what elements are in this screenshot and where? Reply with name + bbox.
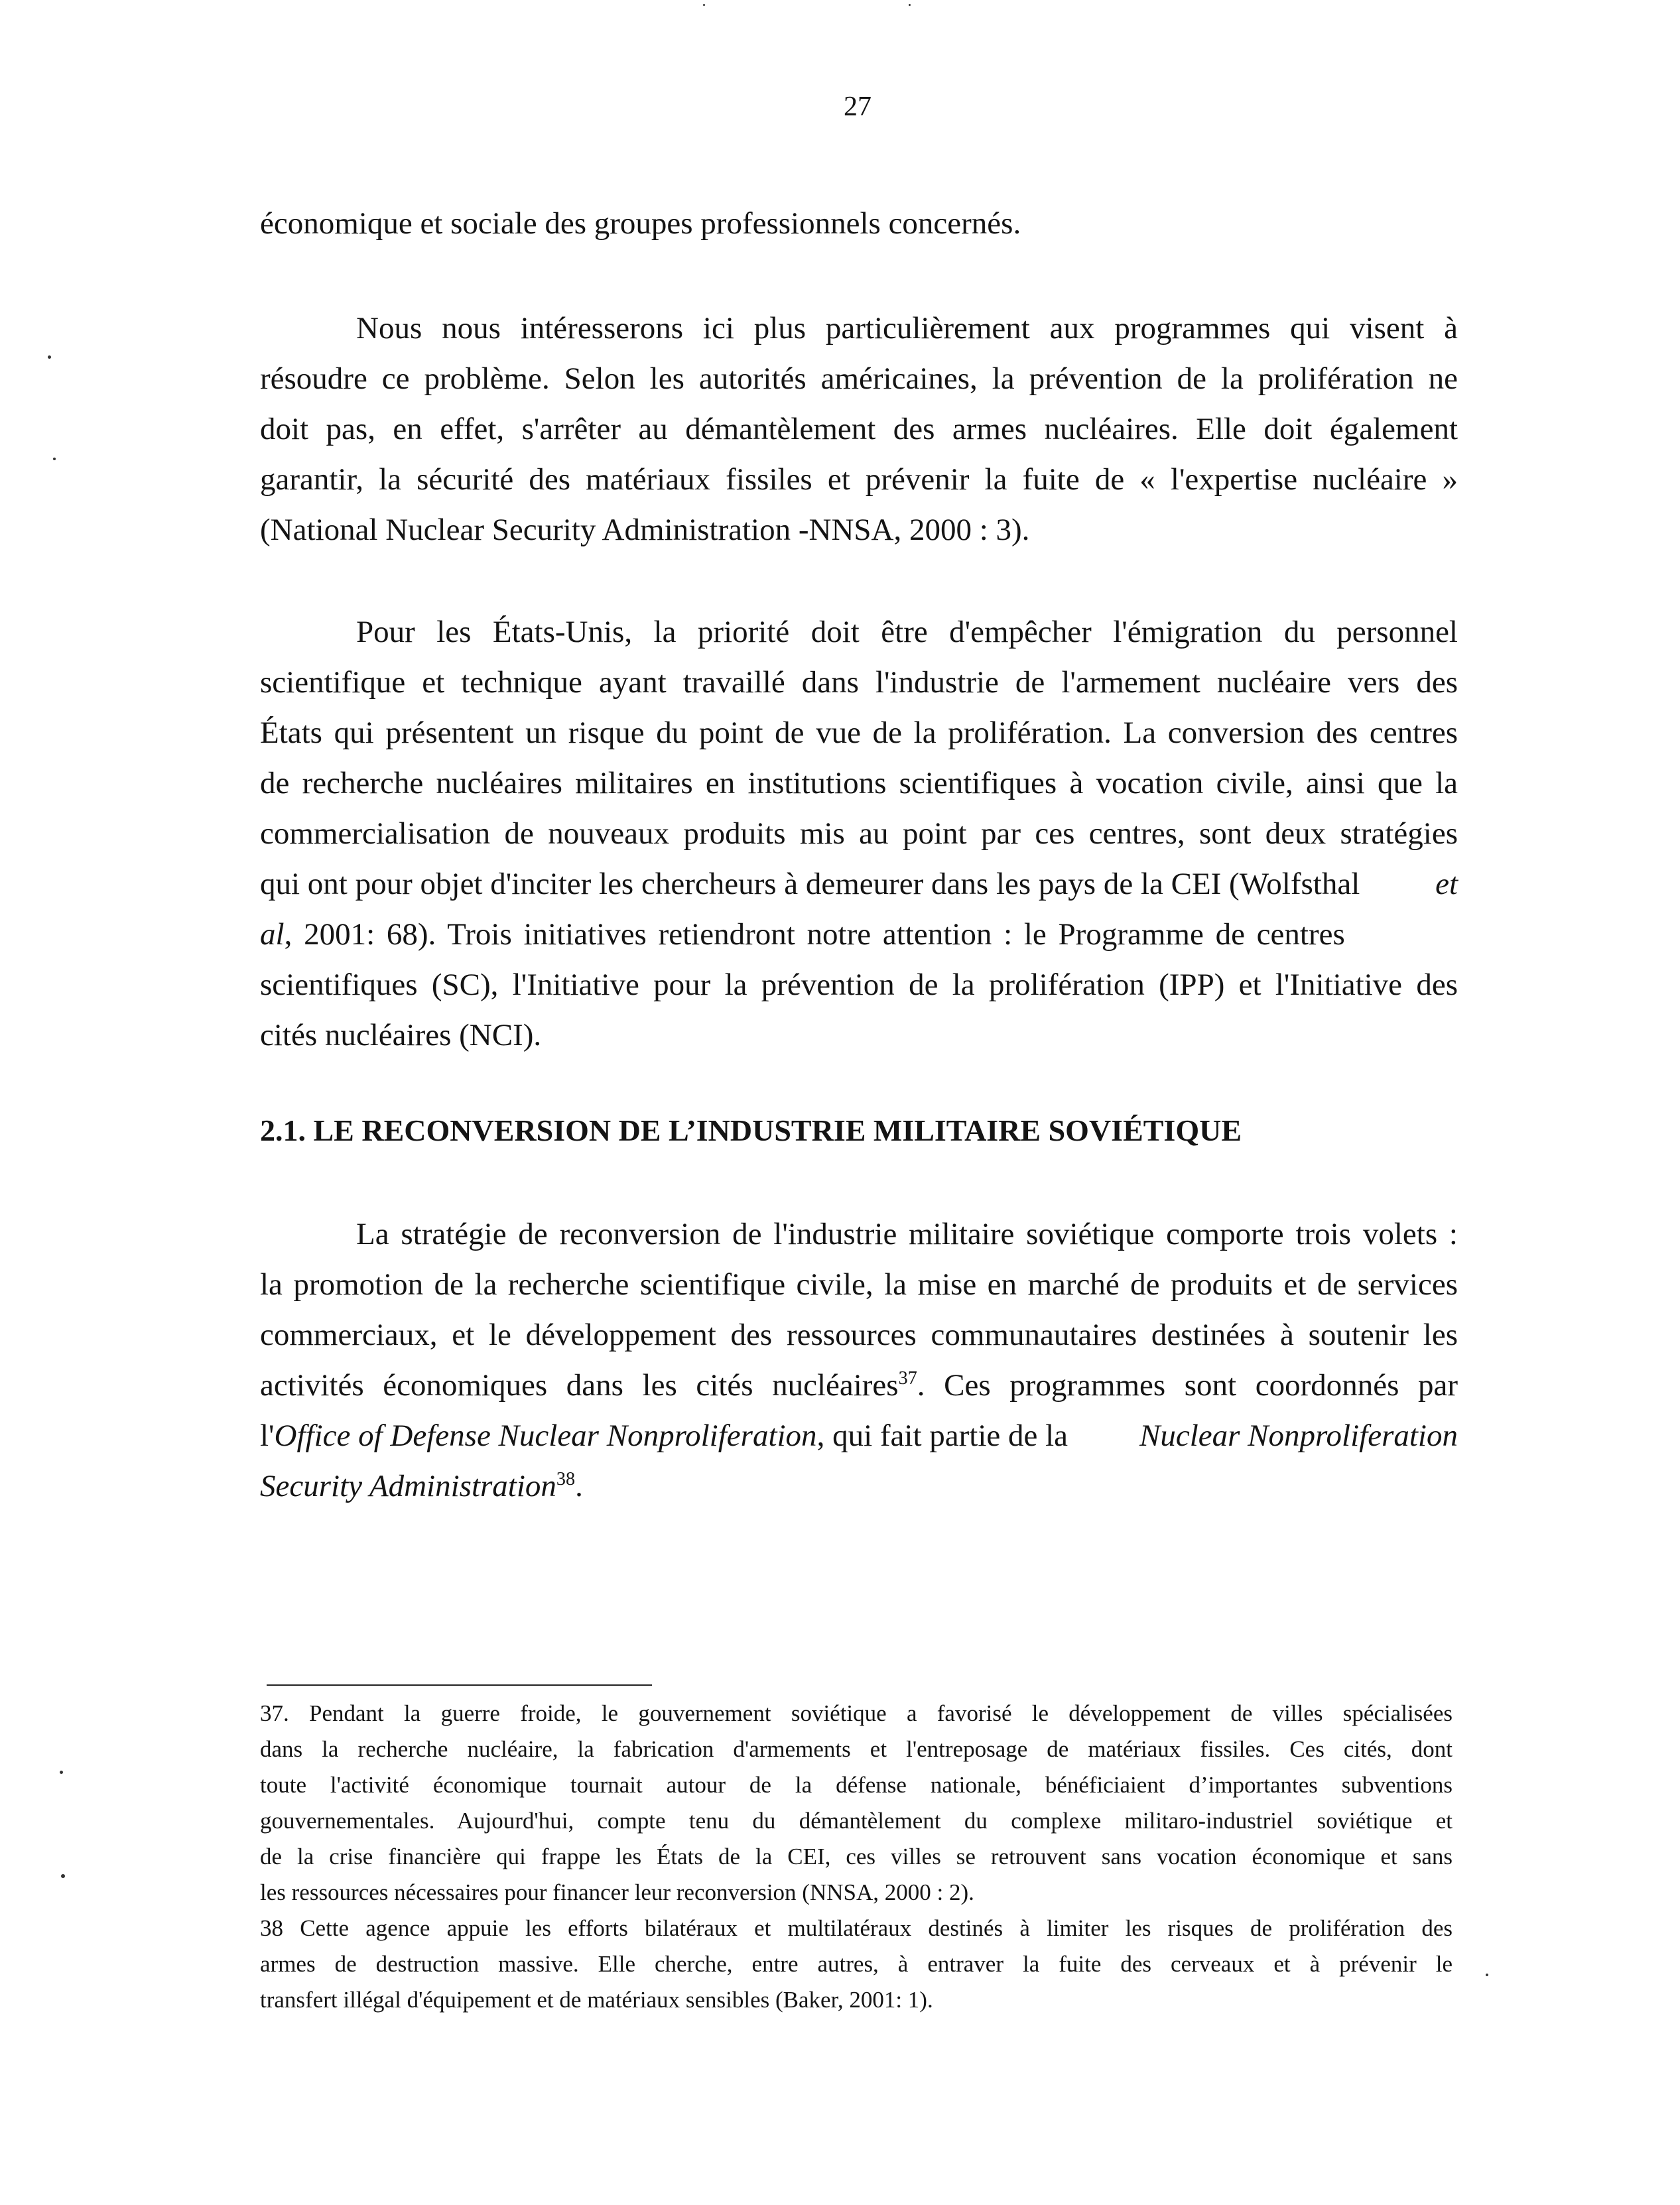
paragraph-line: commercialisation de nouveaux produits mis au point par ces centres, sont deux stratégies	[260, 816, 1458, 851]
footnote-line: dans la recherche nucléaire, la fabrication d'armements et l'entreposage de matériaux fissiles. Ces cités, dont	[260, 1736, 1453, 1762]
footnote-line: de la crise financière qui frappe les États de la CEI, ces villes se retrouvent sans vocation économique et sans	[260, 1844, 1453, 1869]
footnote-separator	[267, 1684, 652, 1686]
footnote-ref-37[interactable]: 37	[898, 1368, 917, 1389]
scan-speck	[703, 4, 705, 6]
scan-speck	[60, 1771, 63, 1774]
scan-speck	[53, 458, 56, 460]
footnote-line: transfert illégal d'équipement et de matériaux sensibles (Baker, 2001: 1).	[260, 1987, 933, 2013]
scan-speck	[61, 1874, 65, 1878]
paragraph-line: scientifique et technique ayant travaillé dans l'industrie de l'armement nucléaire vers des	[260, 665, 1458, 700]
paragraph-line-text: qui ont pour objet d'inciter les chercheurs à demeurer dans les pays de la CEI (Wolfsthal	[260, 867, 1360, 901]
paragraph-line-text: . Ces programmes sont coordonnés par	[917, 1368, 1458, 1403]
paragraph-line: scientifiques (SC), l'Initiative pour la prévention de la prolifération (IPP) et l'Initiative des	[260, 968, 1458, 1002]
paragraph-line: doit pas, en effet, s'arrêter au démantèlement des armes nucléaires. Elle doit également	[260, 412, 1458, 446]
paragraph-line-text: , qui fait partie de la	[816, 1418, 1068, 1453]
footnote-line: 38 Cette agence appuie les efforts bilatéraux et multilatéraux destinés à limiter les risques de prolifération des	[260, 1915, 1453, 1941]
paragraph-line: Nous nous intéresserons ici plus particulièrement aux programmes qui visent à	[356, 311, 1458, 346]
section-heading: 2.1. LE RECONVERSION DE L’INDUSTRIE MILITAIRE SOVIÉTIQUE	[260, 1113, 1242, 1147]
paragraph-line-text: .	[575, 1469, 583, 1503]
paragraph-line: résoudre ce problème. Selon les autorités américaines, la prévention de la prolifération ne	[260, 361, 1458, 396]
footnote-line: toute l'activité économique tournait autour de la défense nationale, bénéficiaient d’importantes subventions	[260, 1772, 1453, 1798]
paragraph-line: États qui présentent un risque du point de vue de la prolifération. La conversion des centres	[260, 716, 1458, 750]
paragraph-line: Pour les États-Unis, la priorité doit être d'empêcher l'émigration du personnel	[356, 615, 1458, 649]
paragraph-line: La stratégie de reconversion de l'industrie militaire soviétique comporte trois volets :	[356, 1217, 1458, 1251]
paragraph-line: de recherche nucléaires militaires en institutions scientifiques à vocation civile, ainsi que la	[260, 766, 1458, 800]
paragraph-line: cités nucléaires (NCI).	[260, 1018, 542, 1052]
italic-et: et	[1435, 867, 1458, 901]
paragraph-line: (National Nuclear Security Administration -NNSA, 2000 : 3).	[260, 513, 1030, 547]
paragraph-line	[260, 1420, 1458, 1452]
italic-al: al	[260, 917, 285, 952]
paragraph-line-text: activités économiques dans les cités nucléaires	[260, 1368, 899, 1403]
paragraph-line	[260, 869, 1458, 900]
paragraph-line: commerciaux, et le développement des ressources communautaires destinées à soutenir les	[260, 1318, 1458, 1352]
footnote-line: armes de destruction massive. Elle cherche, entre autres, à entraver la fuite des cerveaux et à prévenir le	[260, 1951, 1453, 1977]
paragraph-line	[260, 1471, 1458, 1502]
paragraph-line: garantir, la sécurité des matériaux fissiles et prévenir la fuite de « l'expertise nucléaire »	[260, 462, 1458, 497]
footnote-line: les ressources nécessaires pour financer leur reconversion (NNSA, 2000 : 2).	[260, 1879, 974, 1905]
footnote-ref-38[interactable]: 38	[556, 1469, 576, 1490]
paragraph-line-text: , 2001: 68). Trois initiatives retiendront notre attention : le Programme de centres	[284, 917, 1345, 952]
italic-office-name: Office of Defense Nuclear Nonproliferation	[274, 1418, 817, 1453]
italic-agency-name-cont: Security Administration	[260, 1469, 556, 1503]
footnote-line: gouvernementales. Aujourd'hui, compte tenu du démantèlement du complexe militaro-industriel soviétique et	[260, 1808, 1453, 1834]
scan-speck	[48, 355, 51, 359]
scan-speck	[909, 4, 911, 6]
page-number: 27	[844, 92, 872, 122]
paragraph-line	[260, 1370, 1458, 1401]
paragraph-line: la promotion de la recherche scientifique civile, la mise en marché de produits et de services	[260, 1267, 1458, 1302]
italic-agency-name: Nuclear Nonproliferation	[1139, 1418, 1458, 1453]
footnote-line: 37. Pendant la guerre froide, le gouvernement soviétique a favorisé le développement de villes spécialisées	[260, 1700, 1453, 1726]
paragraph-line-text: l'	[260, 1418, 275, 1453]
paragraph-line	[260, 919, 1458, 950]
scan-speck	[1486, 1974, 1488, 1976]
paragraph-line: économique et sociale des groupes professionnels concernés.	[260, 206, 1021, 241]
